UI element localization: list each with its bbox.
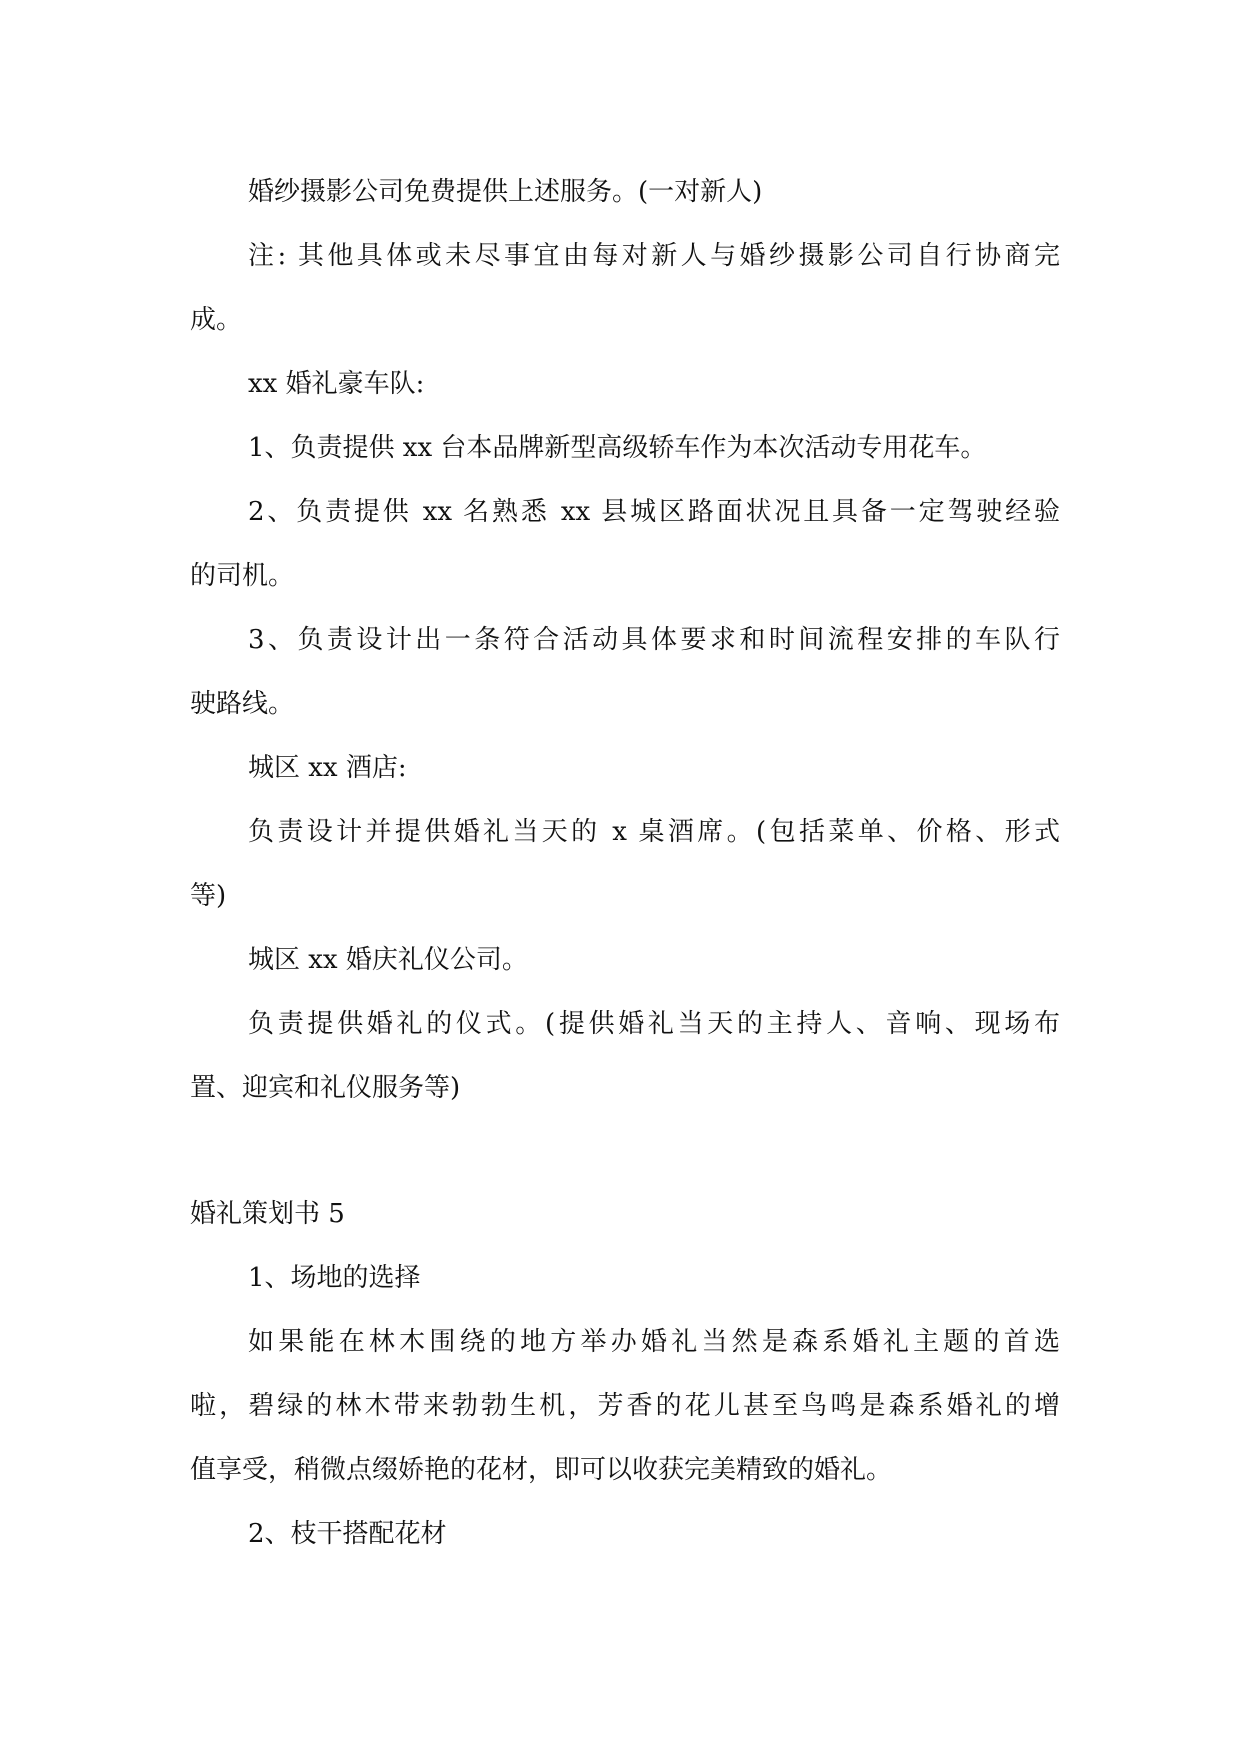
section-spacer bbox=[190, 1120, 1060, 1182]
heading-car-fleet: xx 婚礼豪车队: bbox=[248, 369, 425, 399]
paragraph-ceremony-line1: 负责提供婚礼的仪式。(提供婚礼当天的主持人、音响、现场布 bbox=[248, 1009, 1060, 1039]
heading-hotel: 城区 xx 酒店: bbox=[248, 753, 407, 783]
subheading-branches-flowers: 2、枝干搭配花材 bbox=[248, 1519, 447, 1549]
subheading-venue: 1、场地的选择 bbox=[248, 1263, 421, 1293]
paragraph-car-item-1: 1、负责提供 xx 台本品牌新型高级轿车作为本次活动专用花车。 bbox=[248, 433, 987, 463]
paragraph-car-item-2-line1: 2、负责提供 xx 名熟悉 xx 县城区路面状况且具备一定驾驶经验 bbox=[248, 497, 1060, 527]
paragraph-note-line1: 注: 其他具体或未尽事宜由每对新人与婚纱摄影公司自行协商完 bbox=[248, 241, 1060, 271]
paragraph-photo-service: 婚纱摄影公司免费提供上述服务。(一对新人) bbox=[248, 177, 763, 207]
paragraph-car-item-3-line1: 3、负责设计出一条符合活动具体要求和时间流程安排的车队行 bbox=[248, 625, 1060, 655]
paragraph-venue-line3: 值享受，稍微点缀娇艳的花材，即可以收获完美精致的婚礼。 bbox=[190, 1455, 893, 1485]
paragraph-car-item-3-line2: 驶路线。 bbox=[190, 689, 295, 719]
paragraph-ceremony-line2: 置、迎宾和礼仪服务等) bbox=[190, 1073, 461, 1103]
section-title: 婚礼策划书 5 bbox=[190, 1199, 345, 1229]
paragraph-hotel-line1: 负责设计并提供婚礼当天的 x 桌酒席。(包括菜单、价格、形式 bbox=[248, 817, 1060, 847]
paragraph-hotel-line2: 等) bbox=[190, 881, 227, 911]
heading-ceremony-company: 城区 xx 婚庆礼仪公司。 bbox=[248, 945, 528, 975]
paragraph-car-item-2-line2: 的司机。 bbox=[190, 561, 295, 591]
paragraph-venue-line2: 啦，碧绿的林木带来勃勃生机，芳香的花儿甚至鸟鸣是森系婚礼的增 bbox=[190, 1391, 1060, 1421]
paragraph-note-line2: 成。 bbox=[190, 305, 243, 335]
document-page bbox=[190, 160, 1060, 1566]
paragraph-venue-line1: 如果能在林木围绕的地方举办婚礼当然是森系婚礼主题的首选 bbox=[248, 1327, 1060, 1357]
